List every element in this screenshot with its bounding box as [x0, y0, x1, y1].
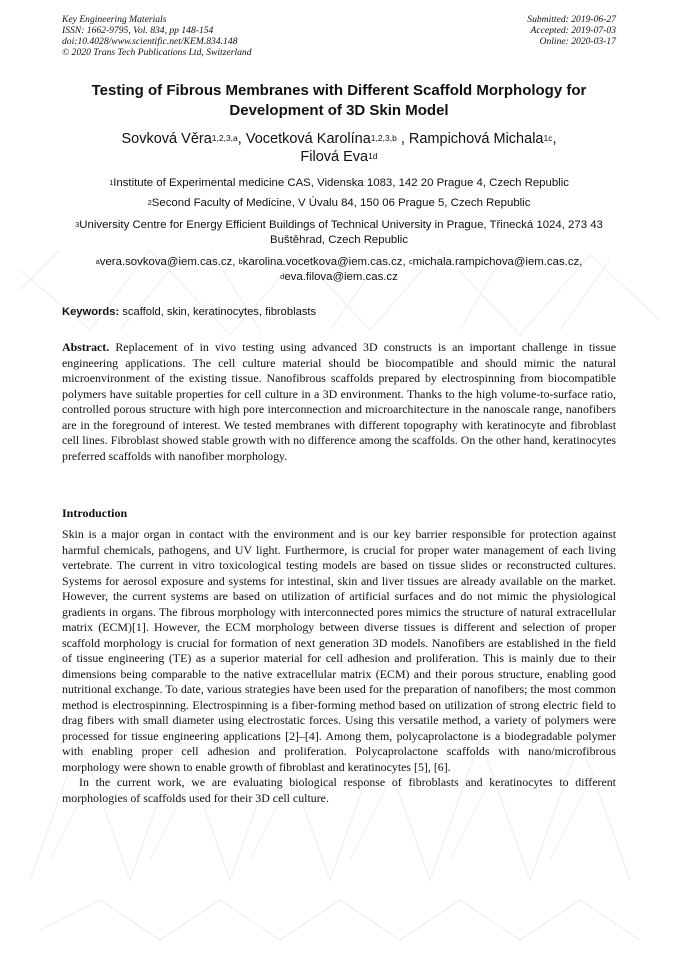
introduction-paragraph-2: In the current work, we are evaluating biological response of fibroblasts and keratinocytes to different morphologies of scaffolds used for their 3D cell culture.: [62, 775, 616, 805]
introduction-paragraph-1: Skin is a major organ in contact with the environment and is our key barrier responsible for protection against harmful chemicals, pathogens, and UV light. Furthermore, is crucial for proper water management of each living vertebrate. The current in vitro toxicological testing models are based on tissue slides or reconstructed cultures. Systems for aerosol exposure and systems for intestinal, skin and liver tissues are already available on the market. However, the current systems are based on utilization of artificial surfaces and do not mimic the physiological gradients in organs. The fibrous morphology with interconnected pores mimics the structure of natural extracellular matrix (ECM)[1]. However, the ECM morphology between diverse tissues is different and selection of proper scaffold morphology is crucial for formation of next generation 3D models. Nanofibers are established in the field of tissue engineering (TE) as a superior material for cell adhesion and proliferation. This is mainly due to their dimensions being comparable to the native extracellular matrix (ECM) and their porous structure, enabling good nutritional exchange. To date, various strategies have been used for the preparation of nanofibers; the most common method is electrospinning. Electrospinning is a fiber-forming method based on utilization of strong electric field to drag fibers with small diameter using electrostatic forces. Using this versatile method, a variety of polymers were processed for tissue engineering applications [2]–[4]. Among them, polycaprolactone is a biodegradable polymer with enabling proper cell adhesion and proliferation. Polycaprolactone scaffolds with nano/microfibrous morphology were shown to enable growth of fibroblast and keratinocytes [5], [6].: [62, 527, 616, 774]
affiliation-3: $^3$University Centre for Energy Efficient Buildings of Technical University in Prague, Třinecká 1024, 273 43 Buštěhrad, Czech Republic: [75, 219, 603, 246]
paper-title: [62, 81, 616, 121]
accepted-date: Accepted: 2019-07-03: [530, 25, 616, 36]
online-date: Online: 2020-03-17: [539, 36, 616, 47]
keywords: [62, 305, 616, 320]
author-list: Sovková Věra$^{1,2,3,a}$, Vocetková Karolína$^{1,2,3,b}$ , Rampichová Michala$^{1c}$, Filová Eva$^{1d}$: [121, 131, 557, 165]
keywords-label: Keywords:: [62, 306, 120, 318]
introduction-body: [62, 527, 616, 806]
abstract: [62, 340, 616, 464]
author-affiliation-mark: 1c: [543, 133, 553, 143]
email-link[interactable]: eva.filova@iem.cas.cz: [284, 271, 398, 283]
journal-header-left: [62, 14, 362, 58]
affiliation-1: $^1$Institute of Experimental medicine CAS, Videnska 1083, 142 20 Prague 4, Czech Republic: [109, 177, 569, 189]
abstract-text: Replacement of in vivo testing using advanced 3D constructs is an important challenge in tissue engineering applications. The cell culture material should be biocompatible and should mimic the natural microenvironment of the existing tissue. Nanofibrous scaffolds prepared by electrospinning from biocompatible polymers have suitable properties for cell culture in a 3D environment. Thanks to the high volume-to-surface ratio, controlled porous structure with high pore interconnection and microarchitecture in the nanoscale range, nanofibers are in the foreground of interest. We tested membranes with different topography with keratinocyte and fibroblast cell lines. Fibroblast showed stable growth with no difference among the scaffolds. On the other hand, keratinocytes preferred scaffolds with nanofiber morphology.: [62, 340, 616, 463]
email-link[interactable]: vera.sovkova@iem.cas.cz,: [99, 256, 239, 268]
submitted-date: Submitted: 2019-06-27: [527, 14, 616, 25]
author-name: Vocetková Karolína: [245, 131, 371, 147]
author-affiliation-mark: 1d: [368, 151, 378, 161]
section-heading-introduction: Introduction: [62, 506, 128, 520]
author-name: Rampichová Michala: [408, 131, 544, 147]
journal-doi: doi:10.4028/www.scientific.net/KEM.834.148: [62, 36, 238, 47]
email-link[interactable]: karolina.vocetkova@iem.cas.cz,: [242, 256, 409, 268]
abstract-label: Abstract.: [62, 340, 110, 354]
journal-copyright: © 2020 Trans Tech Publications Ltd, Switzerland: [62, 47, 252, 58]
author-emails: $^a$vera.sovkova@iem.cas.cz, $^b$karolina.vocetkova@iem.cas.cz, $^c$michala.rampichova@iem.cas.cz, $^d$eva.filova@iem.cas.cz: [95, 256, 583, 283]
keywords-text: scaffold, skin, keratinocytes, fibroblasts: [119, 306, 317, 318]
author-name: Filová Eva: [300, 149, 369, 165]
email-link[interactable]: michala.rampichova@iem.cas.cz,: [412, 256, 583, 268]
paper-title-line-2: Development of 3D Skin Model: [229, 102, 449, 119]
journal-issn: ISSN: 1662-9795, Vol. 834, pp 148-154: [62, 25, 214, 36]
author-affiliation-mark: 1,2,3,a: [211, 133, 238, 143]
author-name: Sovková Věra: [121, 131, 212, 147]
author-affiliation-mark: 1,2,3,b: [370, 133, 397, 143]
journal-header-right: [376, 14, 616, 47]
journal-name: Key Engineering Materials: [62, 14, 167, 25]
affiliation-2: $^2$Second Faculty of Medicine, V Úvalu 84, 150 06 Prague 5, Czech Republic: [147, 197, 531, 209]
paper-title-line-1: Testing of Fibrous Membranes with Different Scaffold Morphology for: [91, 82, 587, 99]
